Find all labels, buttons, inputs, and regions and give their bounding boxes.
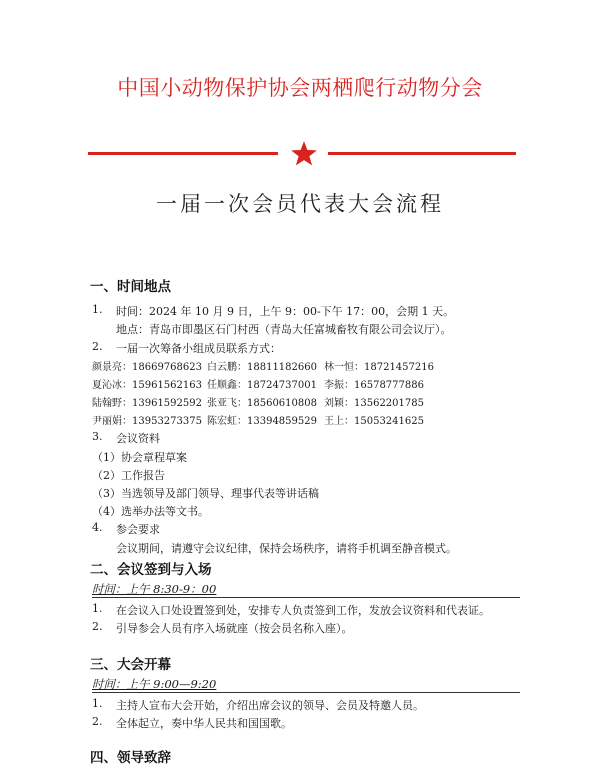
time-underline	[92, 597, 520, 598]
contact-entry: 王上：15053241625	[324, 416, 424, 427]
contact-entry: 夏沁冰：15961562163	[92, 380, 202, 391]
header-divider-right	[328, 152, 516, 155]
contact-entry: 张亚飞：18560610808	[207, 398, 317, 409]
time-value: 上午 9:00—9:20	[126, 677, 217, 691]
org-title: 中国小动物保护协会两栖爬行动物分会	[117, 76, 483, 100]
requirements-heading: 参会要求	[116, 523, 160, 536]
section-heading-speech: 四、领导致辞	[90, 750, 171, 766]
header-divider-left	[88, 152, 278, 155]
contact-entry: 刘颖：13562201785	[324, 398, 424, 409]
meeting-time-text: 时间：2024 年 10 月 9 日，上午 9：00-下午 17：00，会期 1 天。	[116, 305, 455, 318]
item-number: 1.	[92, 602, 103, 615]
time-underline	[92, 692, 520, 693]
time-label: 时间：	[92, 677, 127, 691]
checkin-step: 引导参会人员有序入场就座（按会员名称入座）。	[116, 622, 353, 635]
contact-entry: 陈宏虹：13394859529	[207, 416, 317, 427]
requirements-detail: 会议期间，请遵守会议纪律，保持会场秩序，请将手机调至静音模式。	[116, 542, 457, 555]
item-number: 3.	[92, 430, 103, 443]
document-title: 一届一次会员代表大会流程	[156, 192, 444, 216]
contact-entry: 任顺鑫：18724737001	[207, 380, 317, 391]
opening-time	[92, 676, 216, 692]
star-icon	[290, 140, 318, 168]
materials-heading: 会议资料	[116, 432, 160, 445]
contacts-intro: 一届一次筹备小组成员联系方式：	[116, 342, 281, 355]
item-number: 1.	[92, 697, 103, 710]
checkin-time	[92, 581, 216, 597]
contact-entry: 林一恒：18721457216	[324, 362, 434, 373]
meeting-place-text: 地点：青岛市即墨区石门村西（青岛大任富城畜牧有限公司会议厅）。	[116, 323, 452, 336]
contact-entry: 尹丽娟：13953273375	[92, 416, 202, 427]
checkin-step: 在会议入口处设置签到处，安排专人负责签到工作，发放会议资料和代表证。	[116, 604, 490, 617]
section-heading-checkin: 二、会议签到与入场	[90, 562, 212, 578]
item-number: 2.	[92, 620, 103, 633]
item-number: 1.	[92, 303, 103, 316]
time-value: 上午 8:30-9：00	[126, 582, 217, 596]
opening-step: 主持人宣布大会开始，介绍出席会议的领导、会员及特邀人员。	[116, 699, 424, 712]
item-number: 2.	[92, 340, 103, 353]
contact-entry: 颜景亮：18669768623	[92, 362, 202, 373]
section-heading-opening: 三、大会开幕	[90, 657, 171, 673]
opening-step: 全体起立，奏中华人民共和国国歌。	[116, 717, 292, 730]
contact-entry: 陆翰野：13961592592	[92, 398, 202, 409]
material-item: （1）协会章程草案	[92, 451, 187, 464]
contact-entry: 李振：16578777886	[324, 380, 424, 391]
time-label: 时间：	[92, 582, 127, 596]
item-number: 2.	[92, 715, 103, 728]
contact-entry: 白云鹏：18811182660	[207, 362, 317, 373]
section-heading-time-place: 一、时间地点	[90, 279, 171, 295]
material-item: （4）选举办法等文书。	[92, 505, 209, 518]
material-item: （3）当选领导及部门领导、理事代表等讲话稿	[92, 487, 319, 500]
item-number: 4.	[92, 521, 103, 534]
material-item: （2）工作报告	[92, 469, 165, 482]
